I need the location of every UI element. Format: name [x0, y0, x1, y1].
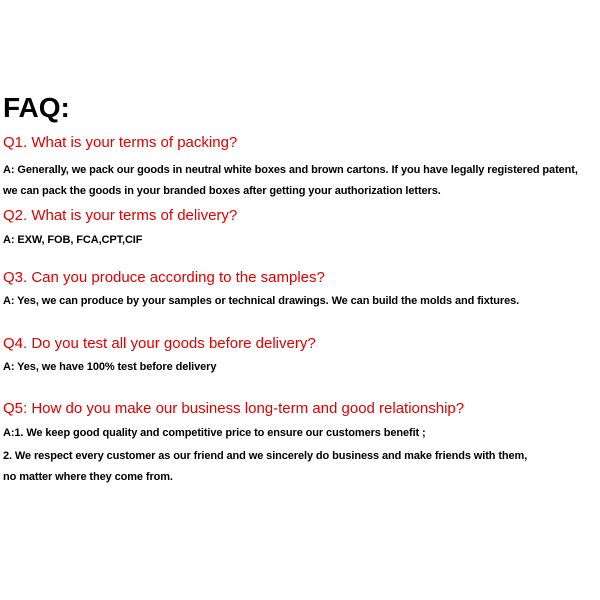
page-title: FAQ: [3, 92, 70, 123]
faq-question-2: Q2. What is your terms of delivery? [3, 207, 238, 224]
faq-answer-3-line-1: A: Yes, we can produce by your samples or technical drawings. We can build the molds and fixtures. [3, 295, 520, 307]
faq-answer-3 [3, 295, 519, 307]
faq-answer-5-line-3: no matter where they come from. [3, 471, 173, 483]
faq-answer-1 [3, 160, 578, 202]
faq-question-5: Q5: How do you make our business long-term and good relationship? [3, 400, 465, 417]
faq-answer-2-line-1: A: EXW, FOB, FCA,CPT,CIF [3, 234, 143, 246]
faq-answer-2 [3, 234, 142, 246]
faq-answer-5-line-1: A:1. We keep good quality and competitive price to ensure our customers benefit ; [3, 427, 426, 439]
faq-question-3: Q3. Can you produce according to the samples? [3, 269, 325, 286]
faq-answer-1-line-2: we can pack the goods in your branded boxes after getting your authorization letters. [3, 185, 441, 197]
faq-question-4: Q4. Do you test all your goods before delivery? [3, 335, 316, 352]
faq-answer-5-part-1 [3, 427, 426, 439]
faq-question-1: Q1. What is your terms of packing? [3, 134, 238, 151]
faq-answer-5-line-2: 2. We respect every customer as our friend and we sincerely do business and make friends with them, [3, 450, 528, 462]
faq-answer-5-part-2 [3, 446, 527, 488]
faq-answer-4-line-1: A: Yes, we have 100% test before delivery [3, 361, 217, 373]
faq-answer-1-line-1: A: Generally, we pack our goods in neutral white boxes and brown cartons. If you have legally registered patent, [3, 164, 578, 176]
faq-answer-4 [3, 361, 216, 373]
